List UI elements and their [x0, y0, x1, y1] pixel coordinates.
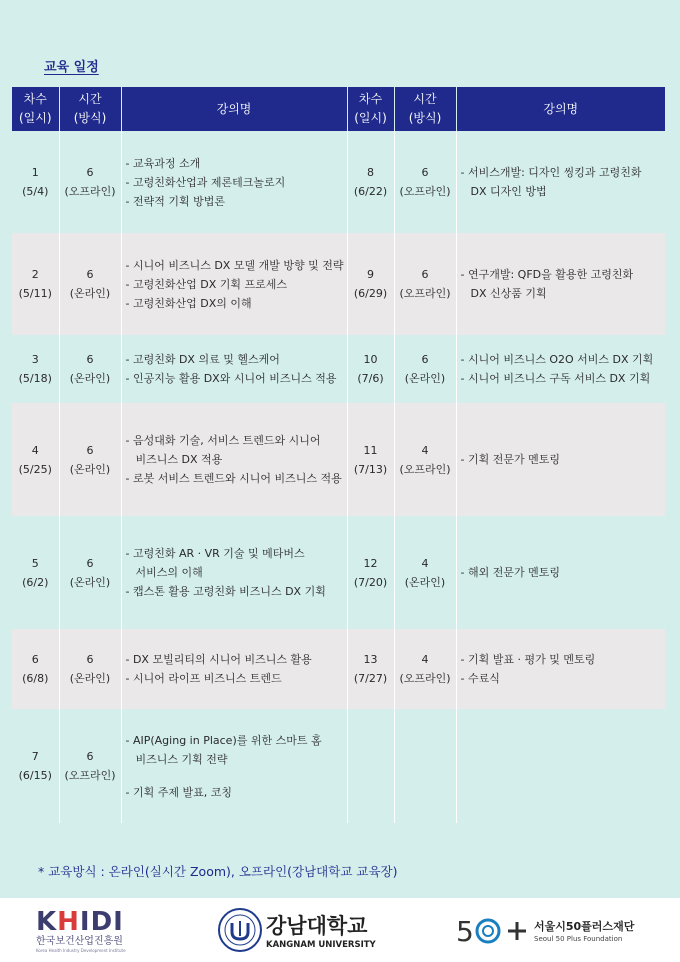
- lecture-topic: DX 신상품 기획: [470, 287, 547, 300]
- session-mode: (온라인): [69, 462, 111, 476]
- time-cell: [394, 516, 456, 629]
- lecture-cell: [456, 233, 665, 335]
- khidi-name-en: Korea Health Industry Development Institute: [36, 948, 126, 953]
- schedule-row: [12, 233, 665, 335]
- section-title: 교육 일정: [44, 60, 99, 75]
- session-mode: (오프라인): [399, 462, 451, 476]
- khidi-logo: [36, 908, 146, 954]
- lecture-topic: - 교육과정 소개: [125, 156, 201, 170]
- session-number: 9: [367, 268, 374, 281]
- session-hours: 6: [86, 353, 94, 366]
- lecture-topic: - 기획 발표 · 평가 및 멘토링: [460, 653, 596, 666]
- schedule-row: [12, 403, 665, 516]
- kangnam-name-kr: 강남대학교: [266, 914, 368, 938]
- footer-logos: [0, 898, 680, 962]
- session-date: (5/11): [18, 287, 52, 300]
- lecture-topic: 비즈니스 기획 전략: [135, 752, 228, 766]
- header-lecture: 강의명: [456, 87, 665, 131]
- session-cell: [12, 629, 59, 709]
- seoul50-name-en: Seoul 50 Plus Foundation: [534, 935, 623, 943]
- lecture-topic: - 음성대화 기술, 서비스 트렌드와 시니어: [125, 434, 321, 447]
- khidi-name-kr: 한국보건산업진흥원: [36, 936, 123, 947]
- session-hours: 6: [86, 653, 94, 666]
- session-number: 11: [363, 443, 378, 457]
- session-hours: 6: [421, 268, 429, 281]
- session-number: 4: [31, 443, 39, 457]
- session-cell: [12, 233, 59, 335]
- session-number: 12: [363, 556, 378, 570]
- lecture-cell: [456, 629, 665, 709]
- session-hours: 6: [86, 556, 94, 570]
- session-date: (7/6): [357, 372, 384, 385]
- lecture-topic: - 시니어 비즈니스 구독 서비스 DX 기획: [460, 372, 651, 385]
- header-time: 시간 (방식): [394, 87, 456, 131]
- session-mode: (오프라인): [64, 769, 116, 782]
- header-session: 차수 (일시): [12, 87, 59, 131]
- session-date: (6/29): [353, 287, 388, 300]
- session-mode: (오프라인): [399, 672, 451, 685]
- session-hours: 6: [421, 166, 429, 179]
- session-mode: (온라인): [404, 575, 446, 589]
- header-row: [12, 87, 665, 131]
- lecture-topic: - 고령친화 DX 의료 및 헬스케어: [125, 353, 280, 366]
- session-hours: 6: [421, 353, 429, 366]
- lecture-topic: - 인공지능 활용 DX와 시니어 비즈니스 적용: [125, 372, 337, 385]
- lecture-topic: - 연구개발: QFD을 활용한 고령친화: [460, 268, 634, 281]
- schedule-row: [12, 131, 665, 233]
- time-cell: [59, 403, 121, 516]
- time-cell: [59, 131, 121, 233]
- session-hours: 4: [421, 443, 429, 457]
- time-cell: [394, 233, 456, 335]
- lecture-topic: - 고령친화산업 DX의 이해: [125, 296, 252, 310]
- session-cell: [12, 335, 59, 403]
- session-cell: [347, 131, 394, 233]
- session-date: (6/22): [353, 185, 388, 198]
- schedule-row: [12, 629, 665, 709]
- lecture-topic: - 고령친화산업과 제론테크놀로지: [125, 175, 286, 189]
- lecture-topic: - 고령친화 AR · VR 기술 및 메타버스: [125, 547, 305, 560]
- lecture-cell: [121, 709, 347, 823]
- lecture-topic: - 고령친화산업 DX 기획 프로세스: [125, 277, 287, 291]
- session-number: 8: [367, 166, 374, 179]
- session-date: (5/4): [22, 185, 49, 198]
- lecture-topic: - 시니어 비즈니스 DX 모델 개발 방향 및 전략: [125, 258, 344, 272]
- session-date: (5/18): [18, 372, 52, 385]
- lecture-topic: - 해외 전문가 멘토링: [460, 566, 560, 579]
- lecture-cell: [121, 233, 347, 335]
- time-cell: [394, 131, 456, 233]
- session-date: (6/2): [22, 575, 49, 589]
- kangnam-seal-icon: [218, 908, 262, 952]
- session-date: (6/8): [22, 672, 49, 685]
- session-date: (7/13): [353, 462, 388, 476]
- session-number: 1: [31, 166, 39, 179]
- time-cell: [59, 516, 121, 629]
- session-cell: [347, 403, 394, 516]
- session-cell: [347, 629, 394, 709]
- session-hours: 6: [86, 443, 94, 457]
- lecture-topic: 서비스의 이해: [135, 566, 203, 579]
- lecture-topic: - 수료식: [460, 672, 500, 685]
- lecture-cell: [456, 131, 665, 233]
- session-mode: (온라인): [69, 287, 111, 300]
- session-number: 7: [31, 750, 39, 763]
- session-mode: (온라인): [69, 575, 111, 589]
- session-cell: [12, 516, 59, 629]
- session-cell: [347, 516, 394, 629]
- lecture-topic: - 전략적 기획 방법론: [125, 194, 225, 208]
- session-cell: [12, 131, 59, 233]
- lecture-topic: - 기획 주제 발표, 코칭: [125, 785, 232, 799]
- header-time: 시간 (방식): [59, 87, 121, 131]
- time-cell: [394, 335, 456, 403]
- session-date: (7/27): [353, 672, 388, 685]
- lecture-topic: - AIP(Aging in Place)를 위한 스마트 홈: [125, 733, 322, 747]
- schedule-row: [12, 335, 665, 403]
- kangnam-name-en: KANGNAM UNIVERSITY: [266, 940, 376, 950]
- lecture-cell: [121, 131, 347, 233]
- time-cell: [59, 709, 121, 823]
- lecture-cell: [121, 403, 347, 516]
- session-number: 2: [31, 268, 39, 281]
- lecture-cell: [456, 335, 665, 403]
- schedule-row: [12, 516, 665, 629]
- session-cell: [12, 709, 59, 823]
- lecture-cell: [121, 516, 347, 629]
- time-cell: [394, 403, 456, 516]
- session-mode: (오프라인): [399, 287, 451, 300]
- session-mode: (오프라인): [399, 185, 451, 198]
- session-number: 10: [363, 353, 378, 366]
- session-cell: [347, 709, 394, 823]
- session-mode: (온라인): [69, 672, 111, 685]
- header-lecture: 강의명: [121, 87, 347, 131]
- session-hours: 6: [86, 166, 94, 179]
- lecture-topic: - 시니어 비즈니스 O2O 서비스 DX 기획: [460, 353, 654, 366]
- session-number: 5: [31, 556, 39, 570]
- session-date: (6/15): [18, 769, 52, 782]
- session-cell: [347, 233, 394, 335]
- session-mode: (온라인): [69, 372, 111, 385]
- lecture-cell: [121, 629, 347, 709]
- session-hours: 4: [421, 653, 429, 666]
- lecture-cell: [121, 335, 347, 403]
- time-cell: [59, 335, 121, 403]
- lecture-topic: DX 디자인 방법: [470, 185, 547, 198]
- session-cell: [12, 403, 59, 516]
- session-cell: [347, 335, 394, 403]
- time-cell: [394, 709, 456, 823]
- lecture-cell: [456, 709, 665, 823]
- session-mode: (온라인): [404, 372, 446, 385]
- session-hours: 4: [421, 556, 429, 570]
- schedule-table: [12, 87, 665, 823]
- lecture-topic: - 서비스개발: 디자인 씽킹과 고령친화: [460, 166, 642, 179]
- svg-text:5: 5: [456, 915, 474, 948]
- session-number: 13: [363, 653, 378, 666]
- time-cell: [59, 629, 121, 709]
- seoul50-mark-icon: [456, 912, 530, 948]
- lecture-topic: - 로봇 서비스 트렌드와 시니어 비즈니스 적용: [125, 472, 342, 485]
- khidi-wordmark: KHIDI: [36, 907, 124, 937]
- time-cell: [59, 233, 121, 335]
- seoul50-name-kr: 서울시50플러스재단: [534, 920, 635, 933]
- schedule-row: [12, 709, 665, 823]
- header-session: 차수 (일시): [347, 87, 394, 131]
- session-number: 6: [31, 653, 39, 666]
- delivery-note: * 교육방식 : 온라인(실시간 Zoom), 오프라인(강남대학교 교육장): [38, 864, 398, 879]
- kangnam-logo: [218, 908, 388, 954]
- session-date: (5/25): [18, 462, 52, 476]
- lecture-cell: [456, 403, 665, 516]
- lecture-topic: 비즈니스 DX 적용: [135, 453, 223, 466]
- session-hours: 6: [86, 750, 94, 763]
- session-number: 3: [31, 353, 39, 366]
- session-date: (7/20): [353, 575, 388, 589]
- time-cell: [394, 629, 456, 709]
- lecture-topic: - 시니어 라이프 비즈니스 트렌드: [125, 672, 282, 685]
- session-hours: 6: [86, 268, 94, 281]
- lecture-topic: - 기획 전문가 멘토링: [460, 453, 560, 466]
- session-mode: (오프라인): [64, 185, 116, 198]
- lecture-topic: - 캡스톤 활용 고령친화 비즈니스 DX 기획: [125, 585, 326, 598]
- schedule-body: [12, 131, 665, 823]
- seoul50-logo: [456, 912, 656, 952]
- lecture-cell: [456, 516, 665, 629]
- lecture-topic: - DX 모빌리티의 시니어 비즈니스 활용: [125, 653, 312, 666]
